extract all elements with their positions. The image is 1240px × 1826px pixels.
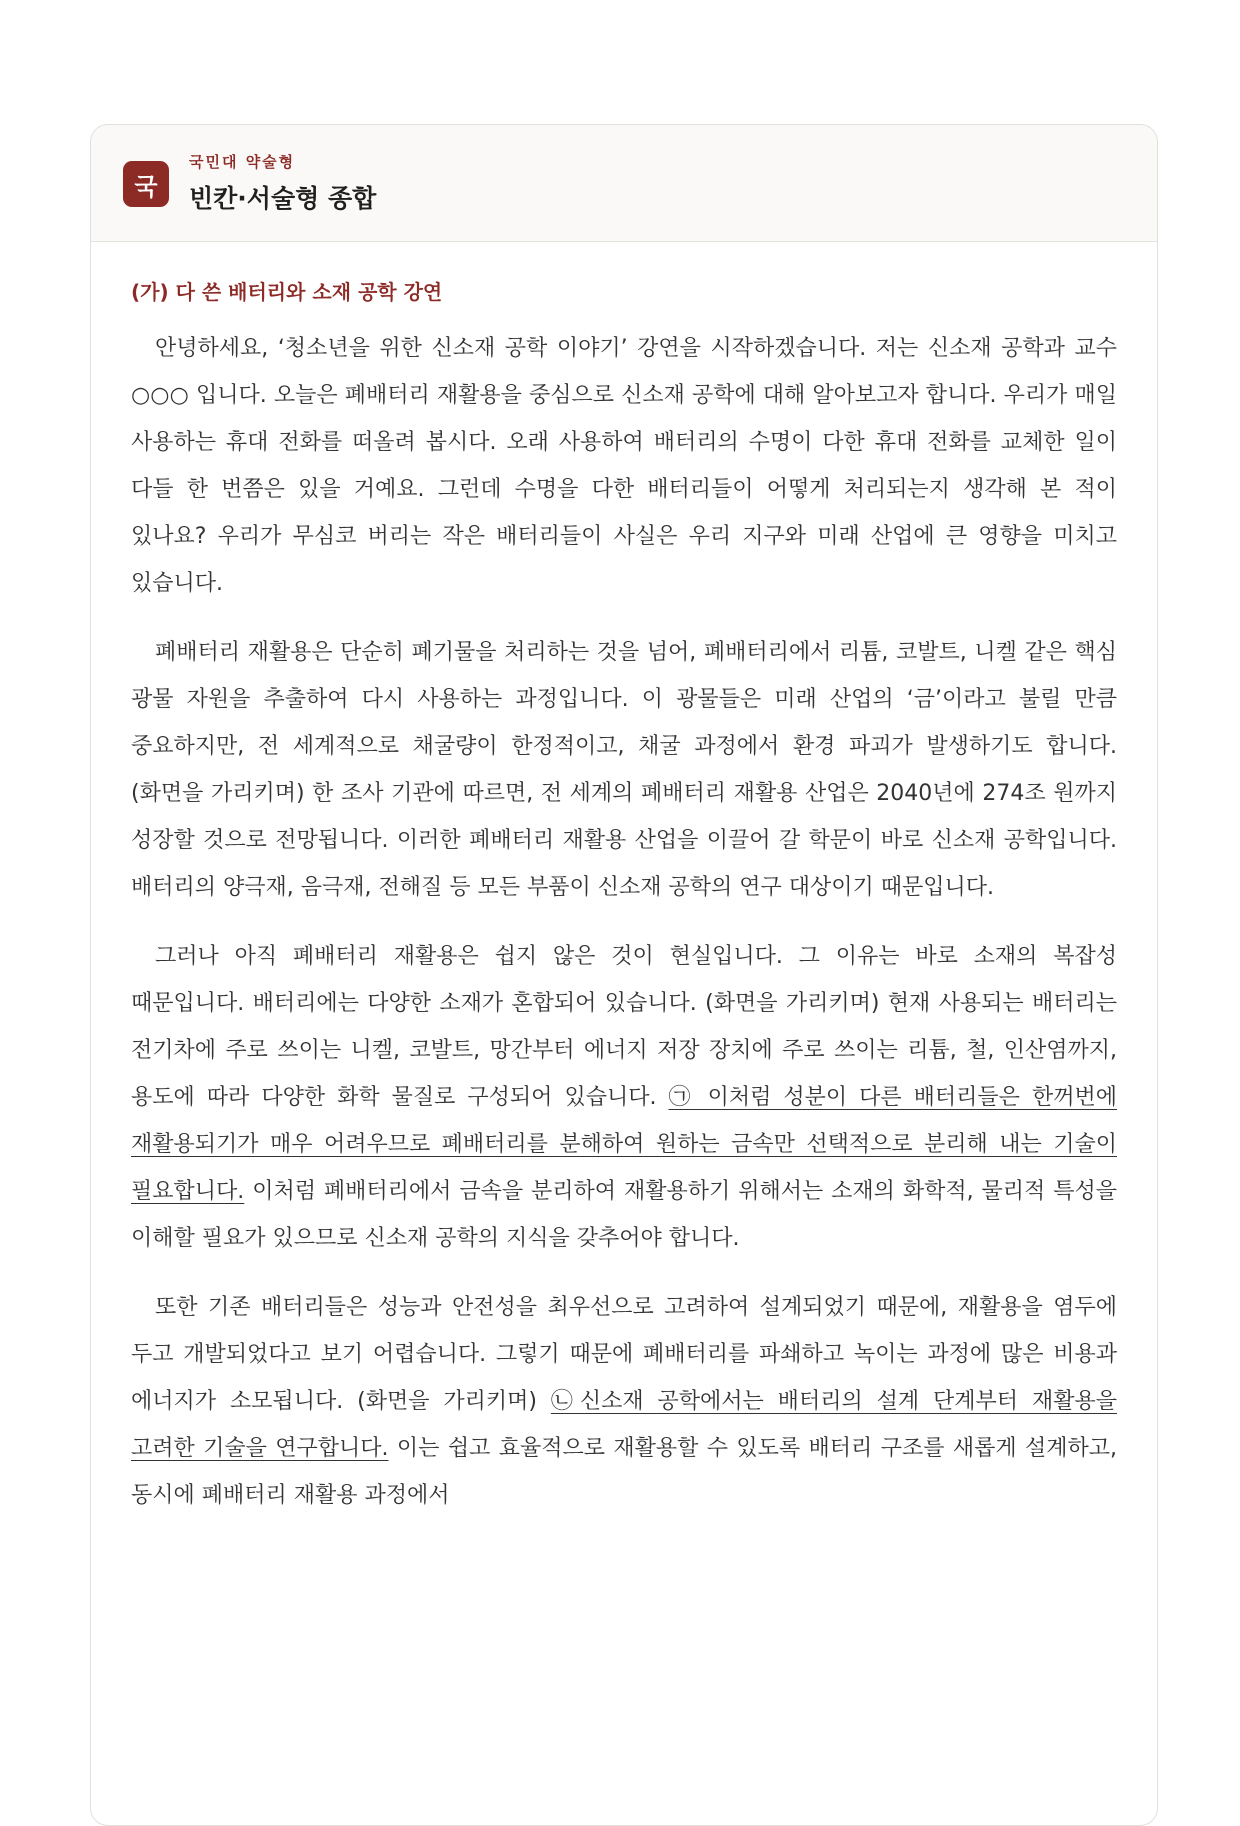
paragraph-3-text-b: 이처럼 폐배터리에서 금속을 분리하여 재활용하기 위해서는 소재의 화학적, 물리적 특성을 이해할 필요가 있으므로 신소재 공학의 지식을 갖추어야 합니다. [131,1179,1117,1251]
card-subtitle: 국민대 약술형 [189,153,296,171]
card-header [91,125,1157,242]
paragraph-4 [131,1284,1117,1519]
underlined-passage-b: ㉡신소재 공학에서는 배터리의 설계 단계부터 재활용을 고려한 기술을 연구합니다. [131,1389,1117,1461]
card-body [91,242,1157,1519]
document-card [90,124,1158,1826]
paragraph-4-text-b: 이는 쉽고 효율적으로 재활용할 수 있도록 배터리 구조를 새롭게 설계하고, 동시에 폐배터리 재활용 과정에서 [131,1436,1117,1508]
paragraph-3 [131,933,1117,1262]
paragraph-4-text-a: 또한 기존 배터리들은 성능과 안전성을 최우선으로 고려하여 설계되었기 때문에, 재활용을 염두에 두고 개발되었다고 보기 어렵습니다. 그렇기 때문에 폐배터리를 파쇄하고 녹이는 과정에 많은 비용과 에너지가 소모됩니다. (화면을 가리키며) [131,1295,1117,1414]
section-title: (가) 다 쓴 배터리와 소재 공학 강연 [131,280,443,304]
card-title: 빈칸·서술형 종합 [189,184,377,213]
paragraph-3-text-a: 그러나 아직 폐배터리 재활용은 쉽지 않은 것이 현실입니다. 그 이유는 바로 소재의 복잡성 때문입니다. 배터리에는 다양한 소재가 혼합되어 있습니다. (화면을 가리키며) 현재 사용되는 배터리는 전기차에 주로 쓰이는 니켈, 코발트, 망간부터 에너지 저장 장치에 주로 쓰이는 리튬, 철, 인산염까지, 용도에 따라 다양한 화학 물질로 구성되어 있습니다. [131,944,1117,1110]
category-badge: 국 [123,161,169,207]
paragraph-1: 안녕하세요, ‘청소년을 위한 신소재 공학 이야기’ 강연을 시작하겠습니다. 저는 신소재 공학과 교수 ○○○ 입니다. 오늘은 폐배터리 재활용을 중심으로 신소재 공학에 대해 알아보고자 합니다. 우리가 매일 사용하는 휴대 전화를 떠올려 봅시다. 오래 사용하여 배터리의 수명이 다한 휴대 전화를 교체한 일이 다들 한 번쯤은 있을 거예요. 그런데 수명을 다한 배터리들이 어떻게 처리되는지 생각해 본 적이 있나요? 우리가 무심코 버리는 작은 배터리들이 사실은 우리 지구와 미래 산업에 큰 영향을 미치고 있습니다. [131,336,1117,596]
underlined-passage-a: ㉠ 이처럼 성분이 다른 배터리들은 한꺼번에 재활용되기가 매우 어려우므로 폐배터리를 분해하여 원하는 금속만 선택적으로 분리해 내는 기술이 필요합니다. [131,1085,1117,1204]
paragraph-2: 폐배터리 재활용은 단순히 폐기물을 처리하는 것을 넘어, 폐배터리에서 리튬, 코발트, 니켈 같은 핵심 광물 자원을 추출하여 다시 사용하는 과정입니다. 이 광물들은 미래 산업의 ‘금’이라고 불릴 만큼 중요하지만, 전 세계적으로 채굴량이 한정적이고, 채굴 과정에서 환경 파괴가 발생하기도 합니다. (화면을 가리키며) 한 조사 기관에 따르면, 전 세계의 폐배터리 재활용 산업은 2040년에 274조 원까지 성장할 것으로 전망됩니다. 이러한 폐배터리 재활용 산업을 이끌어 갈 학문이 바로 신소재 공학입니다. 배터리의 양극재, 음극재, 전해질 등 모든 부품이 신소재 공학의 연구 대상이기 때문입니다. [131,640,1117,900]
